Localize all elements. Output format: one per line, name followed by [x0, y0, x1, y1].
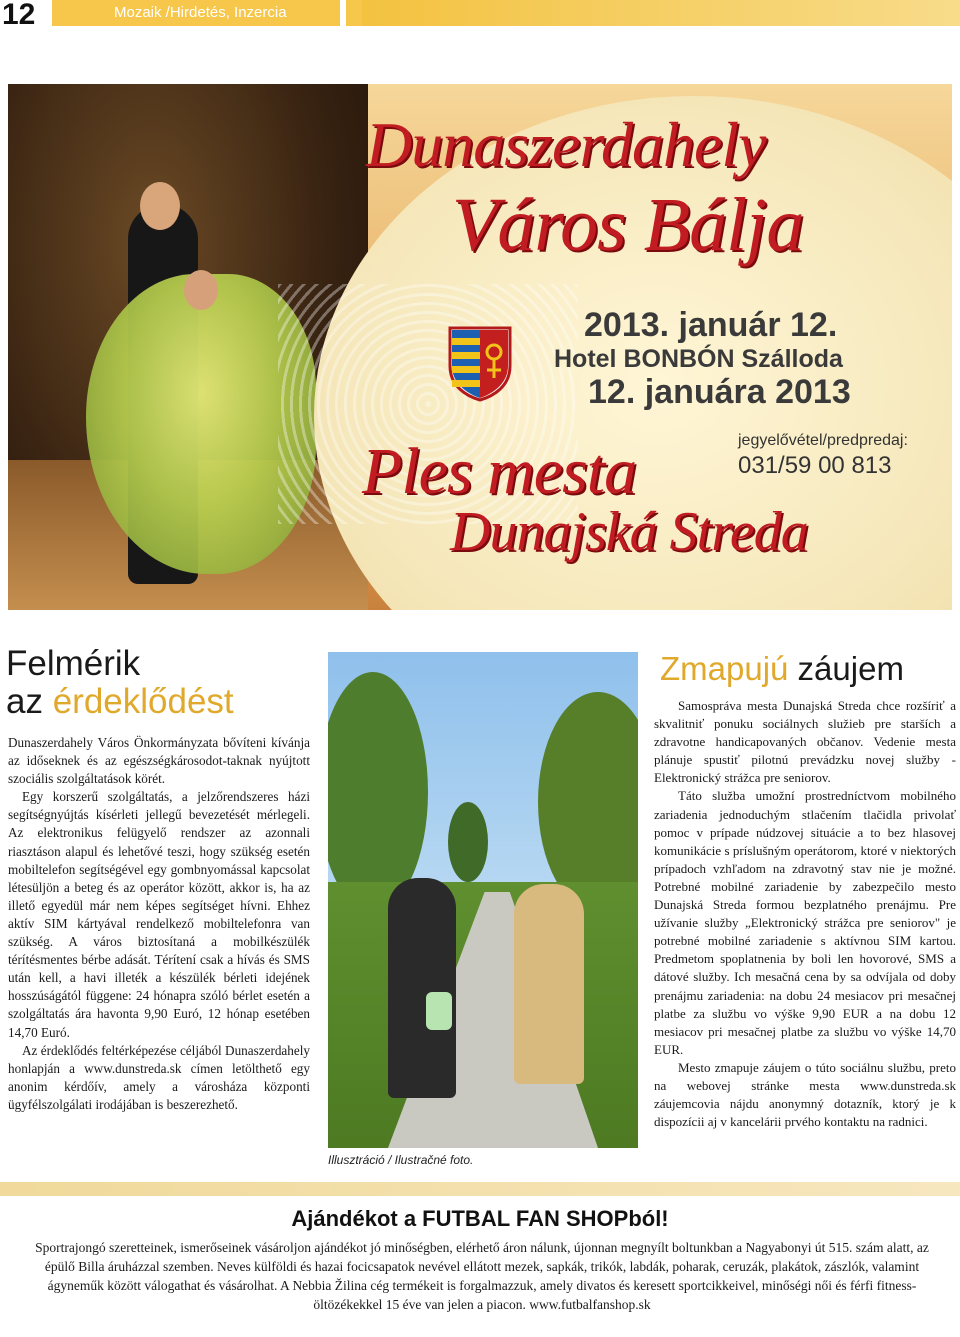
event-date-sk: 12. januára 2013 [588, 373, 851, 411]
event-venue: Hotel BONBÓN Szálloda [554, 345, 843, 373]
title-word-accent: érdeklődést [52, 682, 234, 721]
photo-caption: Illusztráció / Ilustračné foto. [328, 1153, 474, 1167]
page-number: 12 [2, 0, 36, 31]
right-article-body [654, 697, 956, 1131]
right-paragraph: Mesto zmapuje záujem o túto sociálnu službu, preto na webovej stránke mesta www.dunstreda.sk záujemcovia nájdu anonymný dotazník, ktorý je k dispozícii aj v kancelárii prvého kontaktu na radnici. [654, 1059, 956, 1130]
right-article-title [660, 650, 904, 688]
section-divider [0, 1182, 960, 1196]
left-paragraph: Dunaszerdahely Város Önkormányzata bővíteni kívánja az időseknek és az egészségkárosodot-taknak nyújtott szociális szolgáltatások körét. [8, 735, 310, 787]
title-word: záujem [788, 650, 904, 687]
ticket-phone: 031/59 00 813 [738, 452, 892, 479]
ad-text: Sportrajongó szeretteinek, ismerőseinek vásároljon ajándékot jó minőségben, elérhető áron nálunk, újonnan megnyílt boltunkban a Nagyabonyi út 515. szám alatt, az épülő Billa áruházzal szemben. Neves külföldi és hazai focicsapatok nevével ellátott mezek, sapkák, trikók, labdák, poharak, ceruzák, plakátok, zászlók, valamint ágyneműk között válogathat és vásárolhat. A Nebbia Žilina cég termékeit is forgalmazzuk, amely divatos és keresett sportcikkeivel, minőségi női és férfi fitness-öltözékekkel 15 éve van jelen a piacon. www.futbalfanshop.sk [35, 1240, 929, 1312]
page-header [0, 0, 960, 34]
dancer-face-1 [140, 182, 180, 230]
city-crest-icon [448, 326, 512, 402]
shopping-bag [426, 992, 452, 1030]
banner-title-sk-1: Ples mesta [362, 435, 637, 508]
banner-title-sk-2: Dunajská Streda [450, 501, 808, 563]
left-article-title-line-2 [6, 682, 234, 722]
left-paragraph: Egy korszerű szolgáltatás, a jelzőrendszeres házi segítségnyújtás kísérleti jellegű bevezetését mérlegeli. Az elektronikus felügyelő rendszer az azonnali riasztáson alapul és lehetővé teszi, hogy szükség esetén mobiltelefon segítségével egy gombnyomással kapcsolat létesüljön a beteg és az operátor között, akkor is, ha az illető egyedül már nem képes segítséget hívni. Ehhez aktív SIM kártyával rendelkező mobiltelefonra van szükség. A város biztosítaná a mobilkészülék térítésmentes bérbe adását. Térítení csak a hívás és SMS után kell, a havi illeték a készülék bérleti idejének hosszúságától függene: 24 hónapra szóló bérlet esetén a szolgáltatás ára havonta 9,90 Euró, 12 hónap esetében 14,70 Euró. [8, 789, 310, 1040]
ticket-label: jegyelővétel/predpredaj: [738, 432, 908, 449]
right-paragraph: Táto služba umožní prostredníctvom mobilného zariadenia jednoduchým stlačením tlačidla privolať pomoc v prípade núdzovej situácie a to bez hlasovej komunikácie s príslušným operátorom, ktoré v niektorých prípadoch vzhľadom na zdravotný stav nie je možné. Potrebné mobilné zariadenie by zabezpečilo mesto Dunajská Streda formou bezplatného prenájmu. Pre užívanie služby „Elektronický strážca pre seniorov" je potrebné mobilné zariadenie s aktívnou SIM kartou. Predmetom spoplatnenia by boli len hovorové, SMS a dátové služby. Ich mesačná cena by sa odvíjala od doby prenájmu zariadenia: na dobu 24 mesiacov pri mesačnej platbe za službu vo výške 9,90 EUR a na dobu 12 mesiacov pri mesačnej platbe za službu vo výške 14,70 EUR. [654, 788, 956, 1057]
left-article-body [8, 734, 310, 1114]
section-label: Mozaik /Hirdetés, Inzercia [52, 0, 340, 26]
banner-title-hu-2: Város Bálja [452, 183, 804, 267]
right-paragraph: Samospráva mesta Dunajská Streda chce rozšíriť a skvalitniť ponuku sociálnych služieb pre starších a zdravotne handicapovaných občanov. Vedenie mesta plánuje spustiť pilotnú prevádzku novej služby - Elektronický strážca pre seniorov. [654, 698, 956, 786]
title-word-az: az [6, 682, 53, 721]
photo-tree [448, 802, 488, 882]
banner-title-hu-1: Dunaszerdahely [366, 109, 766, 180]
woman-light-coat [514, 884, 584, 1084]
title-word-accent: Zmapujú [660, 650, 789, 687]
left-article-title-line-1: Felmérik [6, 644, 141, 683]
left-paragraph: Az érdeklődés feltérképezése céljából Dunaszerdahely honlapján a www.dunstreda.sk címen letölthető egy anonim kérdőív, amely a városháza központi ügyfélszolgálati irodájában is beszerezhető. [8, 1042, 310, 1112]
elderly-women-photo [328, 652, 638, 1148]
ad-title: Ajándékot a FUTBAL FAN SHOPból! [291, 1206, 669, 1231]
dancer-face-2 [184, 270, 218, 310]
woman-dark-coat [388, 878, 456, 1098]
event-date-hu: 2013. január 12. [584, 306, 838, 344]
header-bar [346, 0, 960, 26]
